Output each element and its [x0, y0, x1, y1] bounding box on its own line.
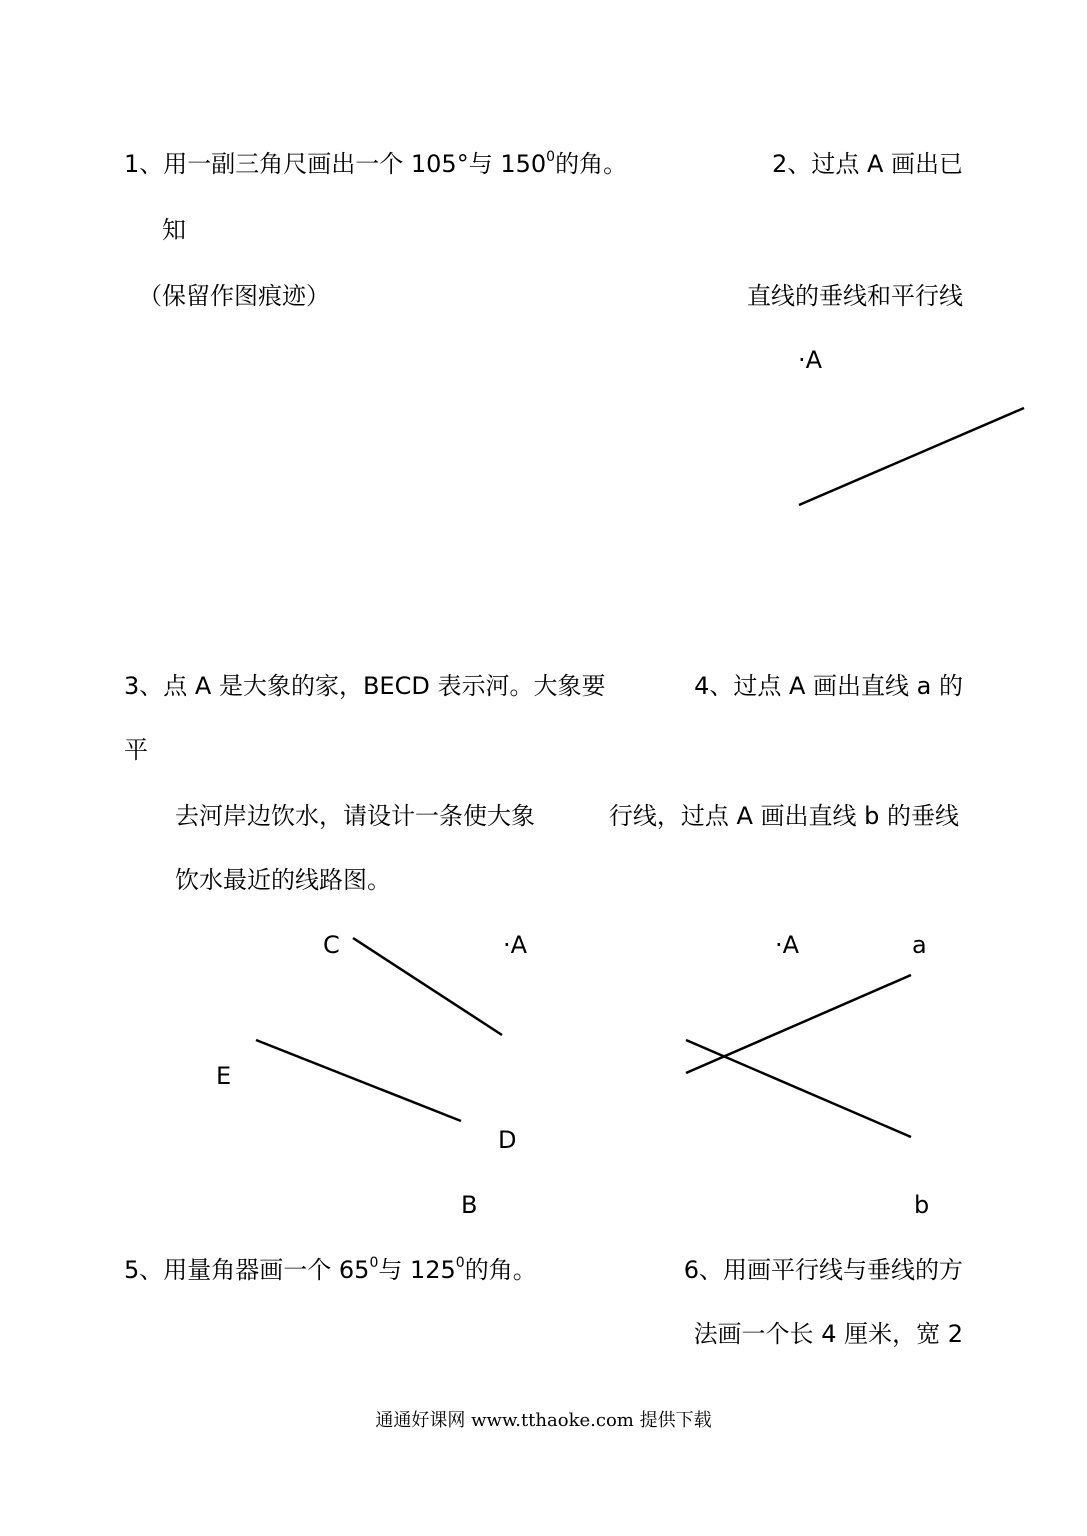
q2-given-line	[799, 408, 1024, 505]
q3-label-a: ·A	[503, 931, 528, 959]
q4-line-b	[686, 1040, 911, 1137]
q5-text-a: 5、用量角器画一个 65	[124, 1256, 370, 1284]
q3-line4: 饮水最近的线路图。	[175, 866, 391, 894]
q2-line3: 直线的垂线和平行线	[747, 282, 963, 310]
q2-line2: 知	[162, 216, 186, 244]
q3-label-c: C	[323, 931, 340, 959]
q5-text-c: 的角。	[464, 1256, 537, 1284]
q3-label-e: E	[216, 1062, 232, 1090]
q3-line2: 平	[124, 736, 148, 764]
q3-label-b: B	[461, 1191, 478, 1219]
q4-line1: 4、过点 A 画出直线 a 的	[694, 672, 963, 700]
q2-line1: 2、过点 A 画出已	[772, 150, 963, 178]
q5-text-b: 与 125	[378, 1256, 456, 1284]
q3-line3: 去河岸边饮水，请设计一条使大象	[175, 802, 535, 830]
q1-note: （保留作图痕迹）	[138, 282, 330, 310]
q5-sup-1: 0	[369, 1255, 379, 1271]
q4-line-a	[686, 975, 911, 1073]
q3-river-bank-eb	[256, 1040, 461, 1121]
q4-label-point-a: ·A	[775, 931, 800, 959]
q4-line3: 行线，过点 A 画出直线 b 的垂线	[608, 802, 959, 830]
q4-label-line-a: a	[912, 931, 927, 959]
q6-line2: 法画一个长 4 厘米，宽 2	[693, 1320, 963, 1348]
q3-river-bank-cd	[353, 938, 502, 1035]
q4-label-line-b: b	[914, 1191, 930, 1219]
q1-degree-sup: 0	[546, 149, 556, 165]
q5-sup-2: 0	[455, 1255, 465, 1271]
q2-point-a: ·A	[798, 346, 823, 374]
q1-text-b: 的角。	[555, 150, 628, 178]
q6-line1: 6、用画平行线与垂线的方	[683, 1256, 963, 1284]
q3-line1: 3、点 A 是大象的家，BECD 表示河。大象要	[124, 672, 606, 700]
q1-text-a: 1、用一副三角尺画出一个 105°与 150	[124, 150, 547, 178]
footer-text: 通通好课网 www.tthaoke.com 提供下载	[375, 1410, 712, 1431]
q3-label-d: D	[498, 1126, 517, 1154]
